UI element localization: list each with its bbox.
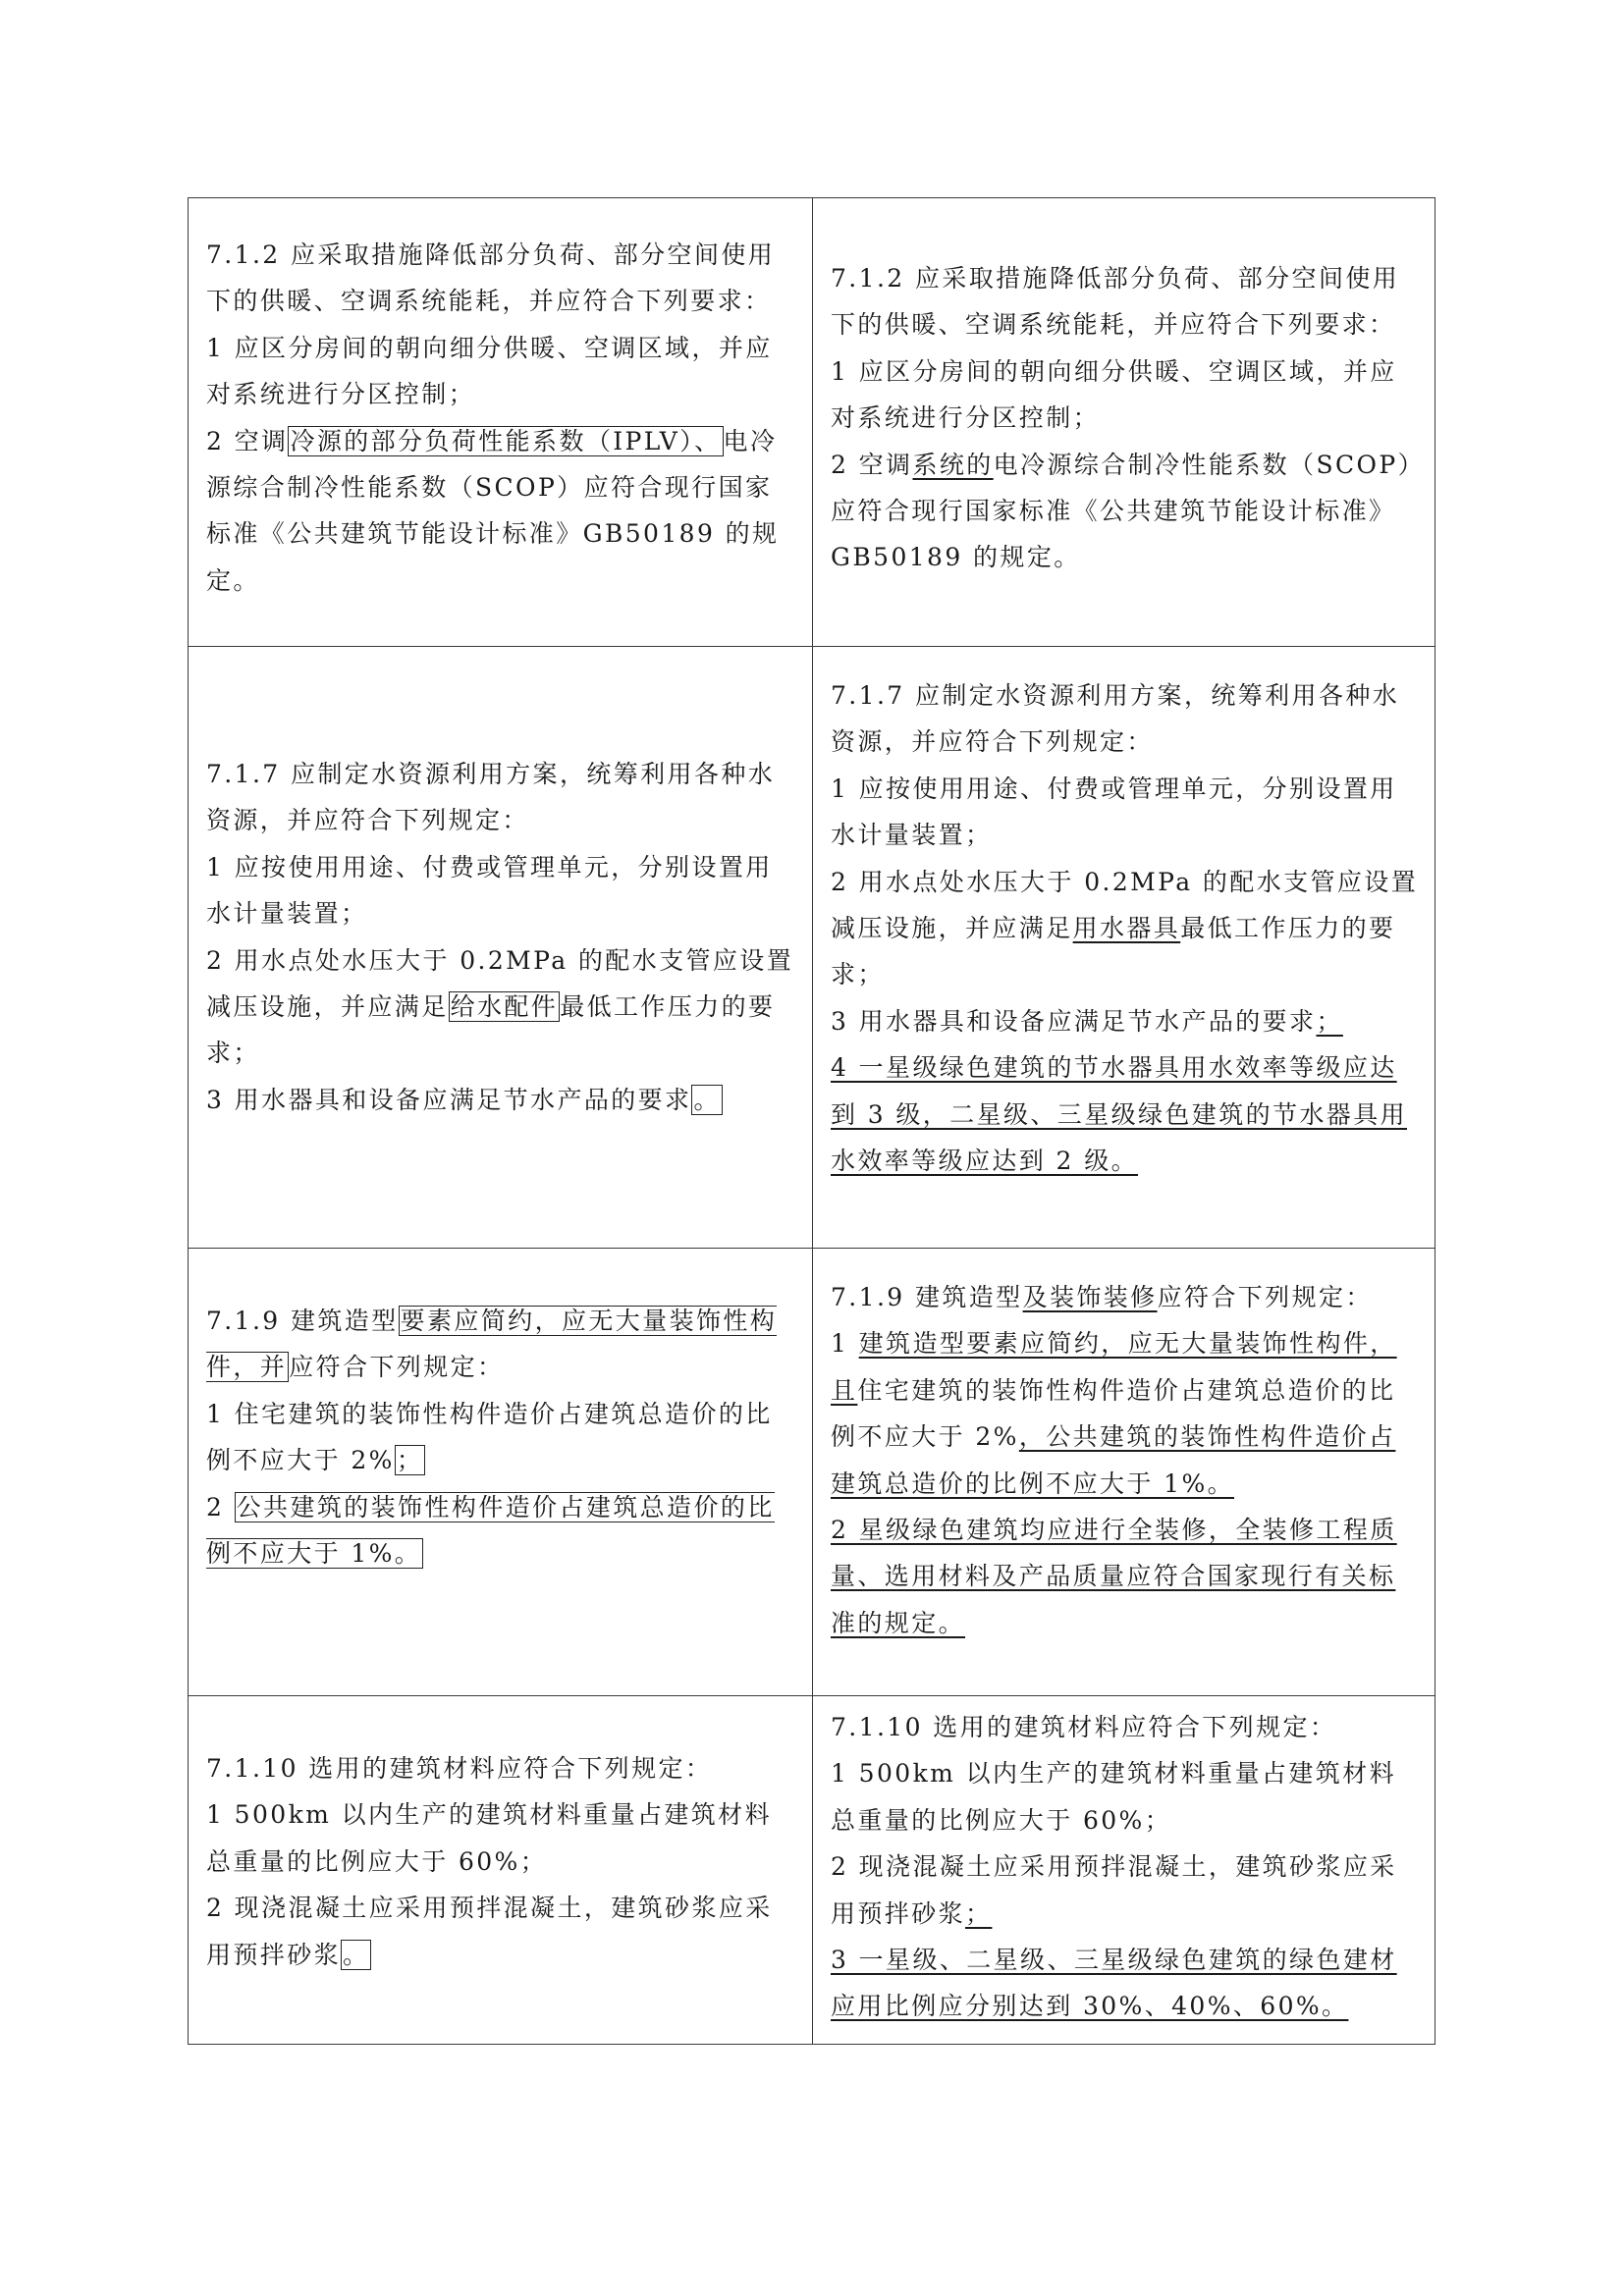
clause-paragraph bbox=[206, 844, 796, 937]
document-page bbox=[188, 197, 1435, 2045]
clause-text: 7.1.7 应制定水资源利用方案，统筹利用各种水资源，并应符合下列规定： bbox=[206, 760, 776, 835]
deleted-text: 公共建筑的装饰性构件造价占建筑总造价的比例不应大于 1%。 bbox=[206, 1492, 775, 1569]
clause-paragraph bbox=[206, 937, 796, 1077]
clause-paragraph bbox=[831, 255, 1419, 348]
clause-paragraph bbox=[206, 418, 796, 605]
inserted-text: 用水器具 bbox=[1072, 914, 1181, 943]
clause-paragraph bbox=[206, 1391, 796, 1484]
clause-paragraph bbox=[206, 1745, 796, 1791]
clause-text: 1 住宅建筑的装饰性构件造价占建筑总造价的比例不应大于 2% bbox=[206, 1399, 773, 1475]
clause-paragraph bbox=[831, 1320, 1419, 1507]
clause-text: 2 用水点处水压大于 0.2MPa 的配水支管应设置减压设施，并应满足 bbox=[831, 867, 1419, 943]
clause-text: 1 应区分房间的朝向细分供暖、空调区域，并应对系统进行分区控制； bbox=[831, 356, 1397, 433]
clause-text: 1 应区分房间的朝向细分供暖、空调区域，并应对系统进行分区控制； bbox=[206, 333, 773, 409]
clause-paragraph bbox=[831, 1507, 1419, 1646]
clause-row-7-1-2 bbox=[189, 198, 1435, 647]
clause-text: 1 应按使用用途、付费或管理单元，分别设置用水计量装置； bbox=[206, 852, 773, 929]
clause-text: 2 bbox=[206, 1492, 235, 1522]
clause-paragraph bbox=[831, 1274, 1419, 1320]
original-clause-cell bbox=[189, 1249, 813, 1696]
clause-paragraph bbox=[831, 672, 1419, 766]
clause-text: 应符合下列规定： bbox=[289, 1353, 505, 1382]
clause-text: 7.1.9 建筑造型 bbox=[831, 1283, 1023, 1311]
clause-paragraph bbox=[831, 1843, 1419, 1937]
revised-clause-cell bbox=[813, 647, 1435, 1249]
clause-text: 2 现浇混凝土应采用预拌混凝土，建筑砂浆应采用预拌砂浆 bbox=[206, 1894, 773, 1969]
clause-text: 1 500km 以内生产的建筑材料重量占建筑材料总重量的比例应大于 60%； bbox=[206, 1800, 772, 1876]
clause-text: 7.1.9 建筑造型 bbox=[206, 1307, 399, 1335]
clause-paragraph bbox=[831, 859, 1419, 998]
clause-row-7-1-7 bbox=[189, 647, 1435, 1249]
inserted-text: ； bbox=[965, 1898, 993, 1928]
clause-row-7-1-9 bbox=[189, 1249, 1435, 1696]
clause-text: 7.1.2 应采取措施降低部分负荷、部分空间使用下的供暖、空调系统能耗，并应符合下列要求： bbox=[831, 264, 1400, 340]
clause-paragraph bbox=[831, 1704, 1419, 1750]
deleted-text: 给水配件 bbox=[450, 992, 559, 1022]
clause-row-7-1-10 bbox=[189, 1696, 1435, 2045]
clause-text: 最低工作压力的要求； bbox=[831, 914, 1396, 989]
clause-text: 7.1.7 应制定水资源利用方案，统筹利用各种水资源，并应符合下列规定： bbox=[831, 681, 1400, 757]
clause-paragraph bbox=[206, 1885, 796, 1978]
clause-text: 电冷源综合制冷性能系数（SCOP）应符合现行国家标准《公共建筑节能设计标准》GB50189 的规定。 bbox=[831, 450, 1413, 572]
clause-paragraph bbox=[206, 751, 796, 844]
clause-text: 7.1.10 选用的建筑材料应符合下列规定： bbox=[831, 1713, 1337, 1741]
clause-paragraph bbox=[831, 442, 1419, 581]
clause-text: 1 bbox=[831, 1329, 859, 1359]
clause-paragraph bbox=[206, 1298, 796, 1391]
clause-paragraph bbox=[831, 1937, 1419, 2030]
clause-text: 2 用水点处水压大于 0.2MPa 的配水支管应设置减压设施，并应满足 bbox=[206, 945, 794, 1022]
clause-text: 2 现浇混凝土应采用预拌混凝土，建筑砂浆应采用预拌砂浆 bbox=[831, 1852, 1397, 1928]
clause-paragraph bbox=[831, 1750, 1419, 1843]
inserted-text: 建筑造型要素应简约，应无大量装饰性构件，且 bbox=[831, 1329, 1397, 1405]
clause-paragraph bbox=[206, 1484, 796, 1577]
clause-paragraph bbox=[831, 998, 1419, 1044]
clause-paragraph bbox=[206, 325, 796, 418]
clause-text: 应符合下列规定： bbox=[1157, 1283, 1373, 1311]
clause-text: 3 用水器具和设备应满足节水产品的要求 bbox=[206, 1085, 692, 1114]
clause-paragraph bbox=[831, 348, 1419, 442]
clause-paragraph bbox=[831, 1044, 1419, 1184]
comparison-table bbox=[188, 197, 1435, 2045]
deleted-text: 。 bbox=[343, 1940, 370, 1969]
revised-clause-cell bbox=[813, 198, 1435, 647]
inserted-text: 3 一星级、二星级、三星级绿色建筑的绿色建材应用比例应分别达到 30%、40%、60%。 bbox=[831, 1946, 1397, 2021]
deleted-text: 。 bbox=[693, 1085, 721, 1114]
clause-paragraph bbox=[206, 1077, 796, 1123]
clause-paragraph bbox=[831, 766, 1419, 859]
clause-text: 2 空调 bbox=[831, 450, 913, 479]
clause-text: 7.1.2 应采取措施降低部分负荷、部分空间使用下的供暖、空调系统能耗，并应符合下列要求： bbox=[206, 240, 776, 316]
clause-text: 住宅建筑的装饰性构件造价占建筑总造价的比例不应大于 2% bbox=[831, 1375, 1396, 1452]
deleted-text: 冷源的部分负荷性能系数（IPLV）、 bbox=[290, 426, 722, 455]
clause-text: 电冷源综合制冷性能系数（SCOP）应符合现行国家标准《公共建筑节能设计标准》GB50189 的规定。 bbox=[206, 426, 780, 595]
deleted-text: 要素应简约，应无大量装饰性构件，并 bbox=[206, 1307, 778, 1382]
clause-text: 1 应按使用用途、付费或管理单元，分别设置用水计量装置； bbox=[831, 774, 1397, 850]
inserted-text: 系统的 bbox=[912, 450, 994, 479]
inserted-text: 及装饰装修 bbox=[1022, 1283, 1158, 1311]
revised-clause-cell bbox=[813, 1249, 1435, 1696]
clause-text: 2 空调 bbox=[206, 426, 289, 455]
clause-text: 最低工作压力的要求； bbox=[206, 992, 776, 1068]
clause-paragraph bbox=[206, 1791, 796, 1885]
original-clause-cell bbox=[189, 198, 813, 647]
clause-text: 7.1.10 选用的建筑材料应符合下列规定： bbox=[206, 1754, 713, 1783]
clause-text: 3 用水器具和设备应满足节水产品的要求 bbox=[831, 1006, 1317, 1036]
original-clause-cell bbox=[189, 647, 813, 1249]
inserted-text: 2 星级绿色建筑均应进行全装修，全装修工程质量、选用材料及产品质量应符合国家现行有关标准的规定。 bbox=[831, 1516, 1397, 1637]
clause-text: 1 500km 以内生产的建筑材料重量占建筑材料总重量的比例应大于 60%； bbox=[831, 1759, 1396, 1835]
inserted-text: 4 一星级绿色建筑的节水器具用水效率等级应达到 3 级，二星级、三星级绿色建筑的节水器具用水效率等级应达到 2 级。 bbox=[831, 1053, 1408, 1176]
inserted-text: ，公共建筑的装饰性构件造价占建筑总造价的比例不应大于 1%。 bbox=[831, 1422, 1396, 1498]
revised-clause-cell bbox=[813, 1696, 1435, 2045]
deleted-text: ； bbox=[396, 1446, 424, 1475]
clause-paragraph bbox=[206, 232, 796, 325]
inserted-text: ； bbox=[1316, 1006, 1343, 1036]
original-clause-cell bbox=[189, 1696, 813, 2045]
